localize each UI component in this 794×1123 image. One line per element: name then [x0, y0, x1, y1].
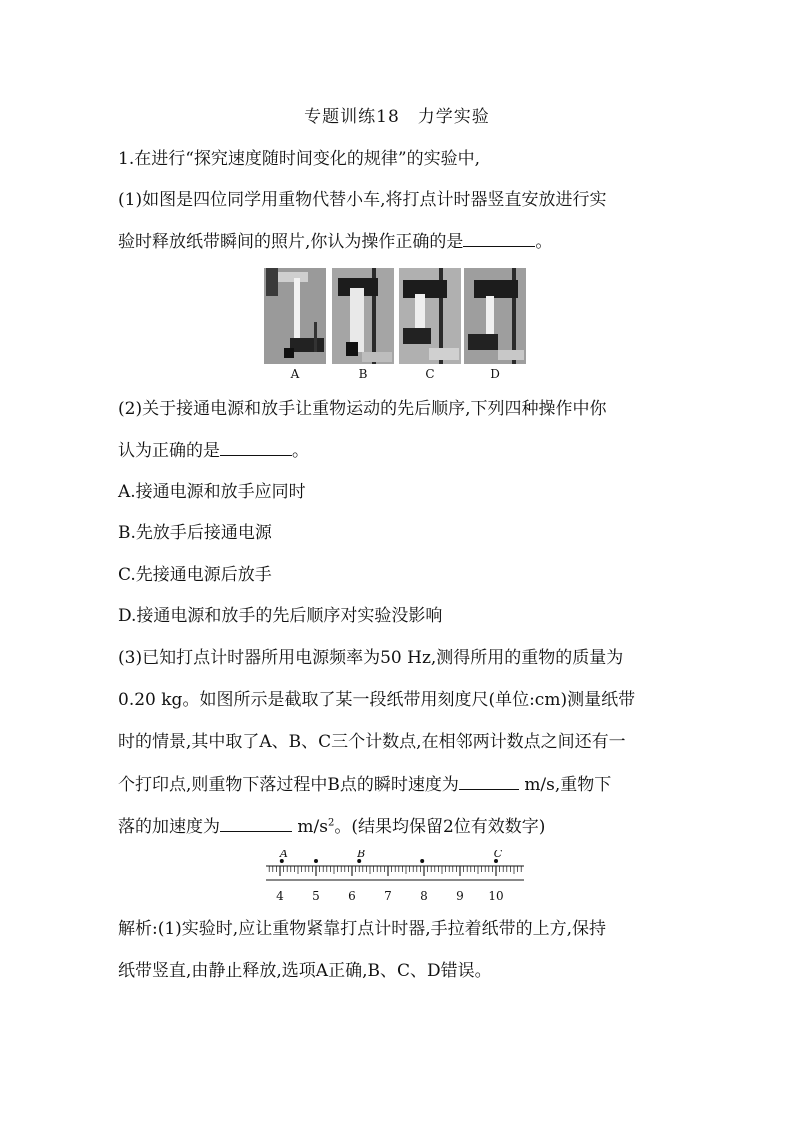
part3-line4: [118, 773, 678, 796]
answer-blank-2[interactable]: [220, 439, 292, 456]
part2-end: 。: [292, 441, 309, 461]
option-b: B.先放手后接通电源: [118, 523, 272, 543]
part3-line1: (3)已知打点计时器所用电源频率为50 Hz,测得所用的重物的质量为: [118, 648, 624, 668]
option-c: C.先接通电源后放手: [118, 565, 272, 585]
part3-line5: [118, 815, 678, 838]
point-label-a: A: [279, 850, 288, 860]
photo-label-c: C: [425, 367, 435, 381]
part3-line4-unit: m/s,重物下: [524, 775, 612, 795]
part1-line2: [118, 230, 678, 253]
part1-text: 验时释放纸带瞬间的照片,你认为操作正确的是: [118, 232, 464, 252]
ruler-tick-label: 10: [488, 889, 504, 903]
ruler-diagram: [262, 850, 532, 906]
photo-b: [332, 268, 394, 364]
ruler-tick-label: 7: [384, 889, 392, 903]
part3-line2: 0.20 kg。如图所示是截取了某一段纸带用刻度尺(单位:cm)测量纸带: [118, 690, 636, 710]
part2-line1: (2)关于接通电源和放手让重物运动的先后顺序,下列四种操作中你: [118, 399, 607, 419]
page-title: 专题训练18 力学实验: [304, 107, 490, 127]
ruler-tick-label: 4: [276, 889, 284, 903]
part3-line5-text: 落的加速度为: [118, 817, 220, 837]
unit-exponent: 2: [327, 817, 335, 829]
photo-label-d: D: [490, 367, 500, 381]
ruler-tick-label: 6: [348, 889, 356, 903]
part3-line5-unit: m/s: [297, 817, 328, 837]
photo-c: [399, 268, 461, 364]
point-label-c: C: [493, 850, 503, 860]
ruler-tick-label: 9: [456, 889, 464, 903]
photo-label-a: A: [290, 367, 300, 381]
analysis-line2: 纸带竖直,由静止释放,选项A正确,B、C、D错误。: [118, 961, 492, 981]
photo-d: [464, 268, 526, 364]
tape-point: [314, 859, 318, 863]
part2-line2: [118, 439, 678, 462]
option-d: D.接通电源和放手的先后顺序对实验没影响: [118, 606, 443, 626]
answer-blank-1[interactable]: [463, 230, 535, 247]
photo-label-b: B: [358, 367, 368, 381]
experiment-photos: [264, 268, 532, 380]
photo-a: [264, 268, 326, 364]
part3-line3: 时的情景,其中取了A、B、C三个计数点,在相邻两计数点之间还有一: [118, 732, 626, 752]
ruler-tick-label: 8: [420, 889, 428, 903]
part1-line1: (1)如图是四位同学用重物代替小车,将打点计时器竖直安放进行实: [118, 190, 607, 210]
answer-blank-3[interactable]: [459, 773, 519, 790]
ruler-tick-label: 5: [312, 889, 320, 903]
tape-point: [420, 859, 424, 863]
part3-line5-note: 。(结果均保留2位有效数字): [334, 817, 546, 837]
answer-blank-4[interactable]: [220, 815, 292, 832]
part3-line4-text: 个打印点,则重物下落过程中B点的瞬时速度为: [118, 775, 459, 795]
point-label-b: B: [357, 850, 366, 860]
part2-text: 认为正确的是: [118, 441, 220, 461]
part1-end: 。: [535, 232, 553, 252]
question-stem: 1.在进行“探究速度随时间变化的规律”的实验中,: [118, 149, 481, 169]
analysis-line1: 解析:(1)实验时,应让重物紧靠打点计时器,手拉着纸带的上方,保持: [118, 919, 607, 939]
option-a: A.接通电源和放手应同时: [118, 482, 306, 502]
